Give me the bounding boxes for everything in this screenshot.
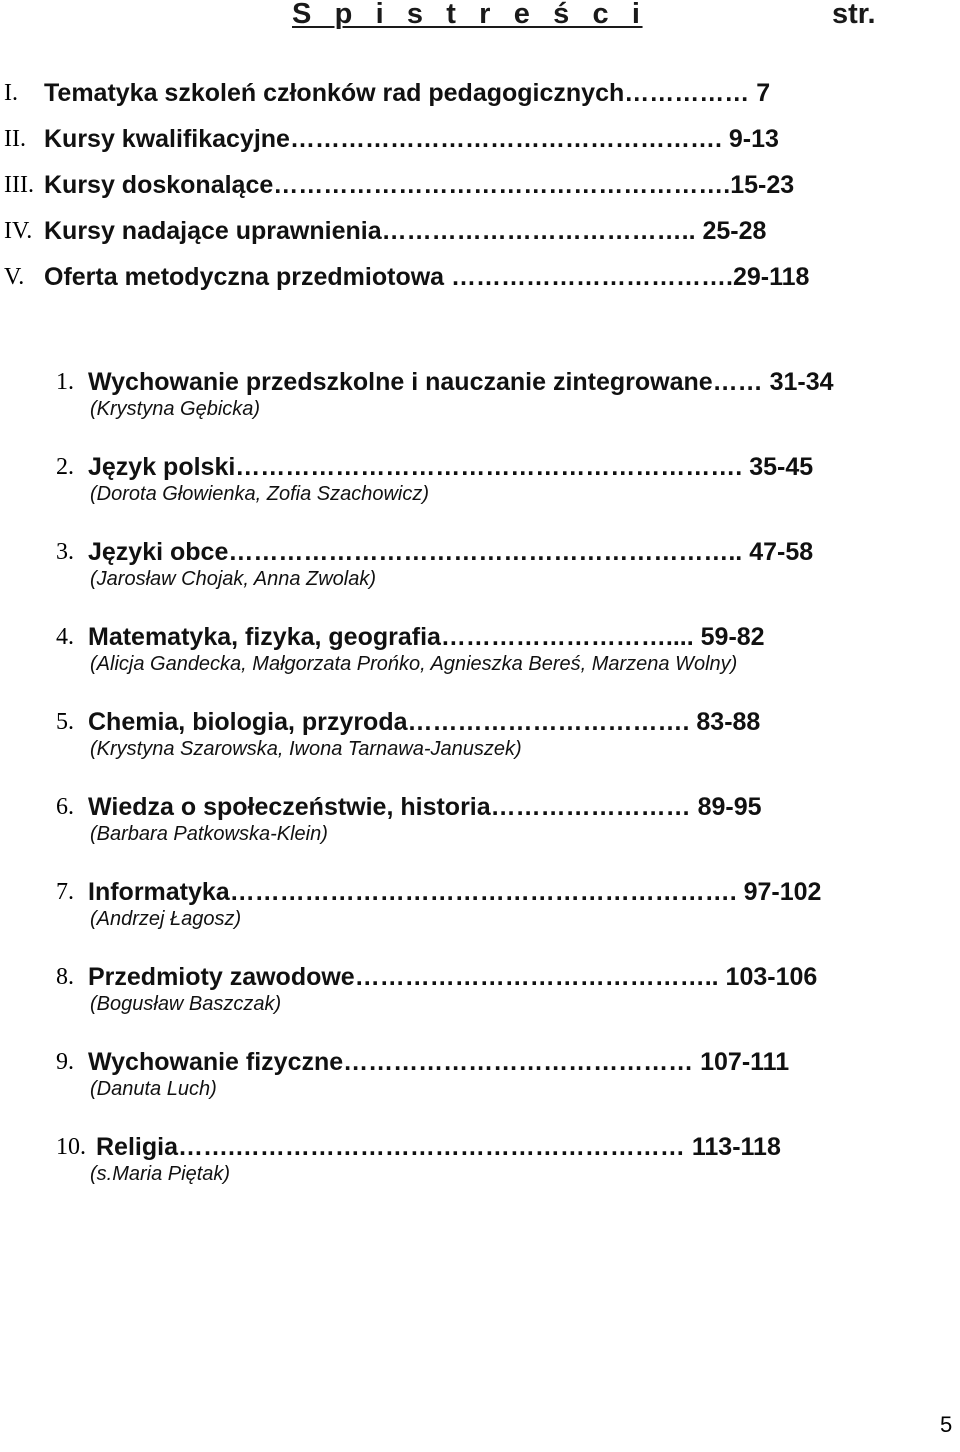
section-numeral: IV. [4, 218, 33, 244]
subject-entry: Języki obce…………………………………………………….. 47-58 [88, 538, 814, 566]
subject-number: 10. [56, 1134, 86, 1160]
subject-number: 3. [56, 539, 74, 565]
subject-authors: (Krystyna Szarowska, Iwona Tarnawa-Januszek) [90, 738, 522, 760]
subject-authors: (Krystyna Gębicka) [90, 398, 261, 420]
subject-authors: (Bogusław Baszczak) [90, 993, 282, 1015]
page-number: 5 [940, 1412, 953, 1437]
section-entry: Oferta metodyczna przedmiotowa …………………………….29-118 [44, 263, 810, 291]
subject-number: 8. [56, 964, 74, 990]
subject-authors: (s.Maria Piętak) [90, 1163, 231, 1185]
section-numeral: I. [4, 80, 18, 106]
pages-column-label: str. [832, 0, 876, 30]
section-entry: Kursy nadające uprawnienia……………………………….. 25-28 [44, 217, 767, 245]
subject-number: 9. [56, 1049, 74, 1075]
section-numeral: II. [4, 126, 26, 152]
subject-authors: (Dorota Głowienka, Zofia Szachowicz) [90, 483, 430, 505]
subject-number: 6. [56, 794, 74, 820]
section-entry: Tematyka szkoleń członków rad pedagogicznych…………… 7 [44, 79, 771, 107]
subject-authors: (Alicja Gandecka, Małgorzata Prońko, Agnieszka Bereś, Marzena Wolny) [90, 653, 738, 675]
section-numeral: V. [4, 264, 25, 290]
subject-number: 4. [56, 624, 74, 650]
subject-entry: Chemia, biologia, przyroda……………………………. 83-88 [88, 708, 761, 736]
subject-entry: Wychowanie przedszkolne i nauczanie zintegrowane…… 31-34 [88, 368, 834, 396]
subject-entry: Język polski……………………………………………………. 35-45 [88, 453, 814, 481]
subject-authors: (Danuta Luch) [90, 1078, 217, 1100]
subject-entry: Wiedza o społeczeństwie, historia…………………… 89-95 [88, 793, 762, 821]
subject-number: 5. [56, 709, 74, 735]
subject-number: 7. [56, 879, 74, 905]
subject-authors: (Barbara Patkowska-Klein) [90, 823, 328, 845]
subject-number: 2. [56, 454, 74, 480]
subject-entry: Religia…….……………………………………………… 113-118 [96, 1133, 781, 1161]
page-title: S p i s t r e ś c i [292, 0, 643, 30]
subject-entry: Przedmioty zawodowe…………………………………….. 103-106 [88, 963, 818, 991]
section-numeral: III. [4, 172, 34, 198]
subject-authors: (Andrzej Łagosz) [90, 908, 242, 930]
section-entry: Kursy kwalifikacyjne……………………………………………. 9-13 [44, 125, 779, 153]
subject-number: 1. [56, 369, 74, 395]
subject-entry: Matematyka, fizyka, geografia……………………….... 59-82 [88, 623, 765, 651]
subject-entry: Wychowanie fizyczne…………………………………… 107-111 [88, 1048, 790, 1076]
subject-authors: (Jarosław Chojak, Anna Zwolak) [90, 568, 377, 590]
section-entry: Kursy doskonalące……………………………………………….15-23 [44, 171, 795, 199]
subject-entry: Informatyka……………………………………………………. 97-102 [88, 878, 822, 906]
